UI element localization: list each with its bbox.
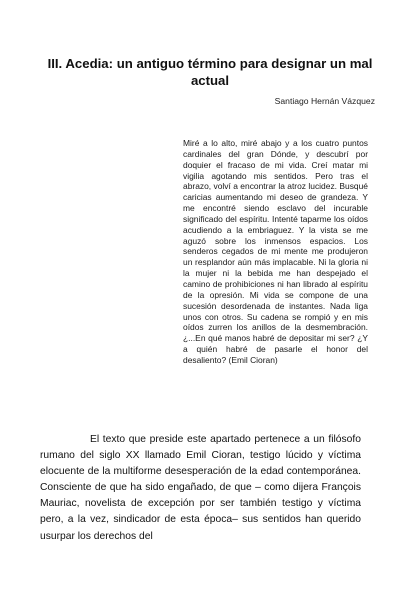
epigraph-quote: Miré a lo alto, miré abajo y a los cuatro puntos cardinales del gran Dónde, y descubrí por doquier el fracaso de mi vida. Creí matar mi vigilia agotando mis sentidos. Pero tras el abrazo, volví a encontrar la atroz lucidez. Busqué caricias aumentando mi deseo de grandeza. Y me encontré siendo esclavo del incurable significado del espíritu. Intenté taparme los oídos acudiendo a la embriaguez. Y la vista se me aguzó sobre los inmensos espacios. Los senderos cegados de mi mente me produjeron un resplandor aún más implacable. Ni la gloria ni la mujer ni la bebida me han despejado el camino de prohibiciones ni han librado al espíritu de la opresión. Mi vida se compone de una sucesión desordenada de instantes. Nada liga unos con otros. Su cadena se rompió y en mis oídos zurren los anillos de la desmembración. ¿...En qué manos habré de depositar mi ser? ¿Y a quién habré de pasarle el honor del desaliento? (Emil Cioran) [183,138,368,365]
chapter-title: III. Acedia: un antiguo término para designar un mal actual [47,56,373,88]
chapter-author: Santiago Hernán Vázquez [274,96,375,106]
body-paragraph: El texto que preside este apartado pertenece a un filósofo rumano del siglo XX llamado Emil Cioran, testigo lúcido y víctima elocuente de la multiforme desesperación de la edad contemporánea. Consciente de que ha sido engañado, de que – como dijera François Mauriac, novelista de excepción por ser también testigo y víctima pero, a la vez, sindicador de esta época– sus sentidos han querido usurpar los derechos del [40,434,361,542]
